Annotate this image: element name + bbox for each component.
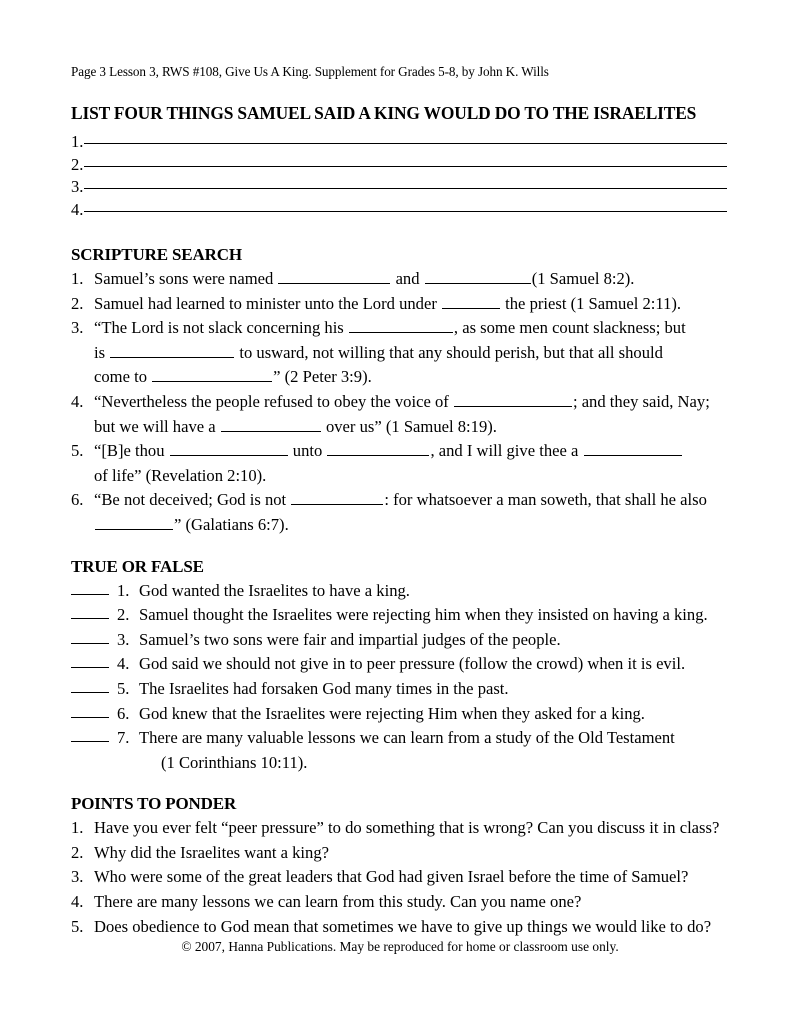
answer-line-row — [71, 176, 727, 199]
ponder-item-number: 1. — [71, 818, 84, 838]
ponder-item — [71, 816, 727, 841]
ponder-item-text: Have you ever felt “peer pressure” to do something that is wrong? Can you discuss it in class? — [94, 818, 720, 838]
true-false-item-body — [139, 677, 727, 702]
scripture-item-body — [94, 267, 727, 292]
question-line — [94, 513, 727, 538]
answer-line-number: 1. — [71, 132, 84, 151]
true-false-item — [71, 579, 727, 604]
true-false-answer-blank[interactable] — [71, 702, 109, 717]
scripture-item-body — [94, 316, 727, 390]
true-false-item-number: 1. — [117, 580, 130, 600]
true-false-item-number: 6. — [117, 703, 130, 723]
answer-line-number: 2. — [71, 154, 84, 174]
question-line — [94, 341, 727, 366]
true-false-item-text: God knew that the Israelites were rejecting Him when they asked for a king. — [139, 703, 645, 723]
ponder-item-number: 4. — [71, 892, 84, 912]
scripture-item-body — [94, 439, 727, 488]
ponder-item-number: 5. — [71, 916, 84, 936]
true-false-answer-blank[interactable] — [71, 579, 109, 594]
answer-line-row — [71, 131, 727, 154]
ponder-item-text: Why did the Israelites want a king? — [94, 842, 330, 862]
scripture-item — [71, 316, 727, 390]
true-false-item-body — [139, 603, 727, 628]
fill-in-blank[interactable] — [425, 268, 531, 284]
true-false-answer-blank[interactable] — [71, 653, 109, 668]
true-false-item-number: 3. — [117, 629, 130, 649]
fill-in-blank[interactable] — [291, 489, 383, 505]
true-false-item-text: God wanted the Israelites to have a king. — [139, 580, 410, 600]
fill-in-blank[interactable] — [221, 415, 321, 431]
question-text: but we will have a — [94, 416, 220, 436]
scripture-search-list — [71, 267, 727, 538]
true-false-item-number: 2. — [117, 605, 130, 625]
true-false-item-text: There are many valuable lessons we can learn from a study of the Old Testament — [139, 728, 675, 748]
true-false-item-number: 5. — [117, 678, 130, 698]
answer-line-blank[interactable] — [84, 211, 727, 212]
scripture-item-body — [94, 390, 727, 439]
scripture-item-body — [94, 488, 727, 537]
page-title: LIST FOUR THINGS SAMUEL SAID A KING WOULD DO TO THE ISRAELITES — [71, 103, 697, 123]
fill-in-blank[interactable] — [110, 342, 234, 358]
question-text: Samuel had learned to minister unto the Lord under — [94, 293, 441, 313]
question-text: ” (Galatians 6:7). — [174, 514, 289, 534]
fill-in-blank[interactable] — [170, 440, 288, 456]
true-false-item — [71, 652, 727, 677]
true-false-item-text: Samuel’s two sons were fair and impartial judges of the people. — [139, 629, 561, 649]
question-text: unto — [288, 441, 327, 461]
answer-line-number: 3. — [71, 177, 84, 196]
true-false-item-body — [139, 652, 727, 677]
question-text: ” (2 Peter 3:9). — [273, 367, 372, 387]
fill-in-blank[interactable] — [442, 292, 500, 308]
true-false-item-body — [139, 726, 727, 775]
true-false-item — [71, 628, 727, 653]
true-false-item-body — [139, 579, 727, 604]
answer-line-row — [71, 154, 727, 177]
question-line — [94, 292, 727, 317]
question-line — [94, 267, 727, 292]
scripture-item-number: 5. — [71, 441, 84, 461]
scripture-item-number: 2. — [71, 293, 84, 313]
question-text: is — [94, 342, 110, 362]
fill-in-blank[interactable] — [327, 440, 429, 456]
scripture-item — [71, 292, 727, 317]
question-text: Samuel’s sons were named — [94, 269, 278, 288]
question-text: , and I will give thee a — [430, 441, 583, 461]
true-false-item-text: God said we should not give in to peer pressure (follow the crowd) when it is evil. — [139, 654, 686, 674]
fill-in-blank[interactable] — [278, 268, 390, 284]
question-text: the priest (1 Samuel 2:11). — [501, 293, 682, 313]
scripture-item-body — [94, 292, 727, 317]
true-false-item — [71, 677, 727, 702]
question-line — [94, 439, 727, 464]
question-text: and — [391, 269, 424, 288]
fill-in-blank[interactable] — [584, 440, 682, 456]
true-false-item — [71, 603, 727, 628]
answer-line-blank[interactable] — [84, 143, 727, 144]
question-text: over us” (1 Samuel 8:19). — [321, 416, 497, 436]
spacer — [71, 775, 727, 793]
scripture-item — [71, 439, 727, 488]
true-false-item — [71, 726, 727, 775]
answer-line-number: 4. — [71, 199, 84, 219]
fill-in-blank[interactable] — [152, 366, 272, 382]
question-text: (1 Samuel 8:2). — [531, 269, 635, 288]
true-false-item-number: 4. — [117, 654, 130, 674]
true-false-item-number: 7. — [117, 728, 130, 748]
ponder-item-number: 3. — [71, 867, 84, 887]
true-false-answer-blank[interactable] — [71, 629, 109, 644]
question-text: : for whatsoever a man soweth, that shall he also — [384, 490, 707, 510]
scripture-item — [71, 267, 727, 292]
copyright-footer: © 2007, Hanna Publications. May be reproduced for home or classroom use only. — [181, 939, 619, 954]
question-line — [94, 390, 727, 415]
spacer — [71, 538, 727, 556]
ponder-item-text: There are many lessons we can learn from this study. Can you name one? — [94, 892, 582, 912]
document-header: Page 3 Lesson 3, RWS #108, Give Us A King. Supplement for Grades 5-8, by John K. Wills — [71, 64, 549, 79]
question-line — [94, 316, 727, 341]
true-false-item-text: The Israelites had forsaken God many times in the past. — [139, 678, 509, 698]
true-false-answer-blank[interactable] — [71, 604, 109, 619]
fill-in-blank[interactable] — [454, 391, 572, 407]
page-content — [71, 63, 727, 939]
fill-in-blank[interactable] — [95, 514, 173, 530]
true-false-item-continuation: (1 Corinthians 10:11). — [161, 752, 308, 772]
scripture-item — [71, 390, 727, 439]
true-false-item-text: Samuel thought the Israelites were rejecting him when they insisted on having a king. — [139, 605, 708, 625]
question-text: , as some men count slackness; but — [453, 318, 686, 338]
scripture-item — [71, 488, 727, 537]
true-or-false-list — [71, 579, 727, 776]
answer-line-blank[interactable] — [84, 166, 727, 167]
question-text: ; and they said, Nay; — [572, 391, 710, 411]
answer-line-blank[interactable] — [84, 188, 727, 189]
answer-line-row — [71, 199, 727, 222]
scripture-item-number: 3. — [71, 318, 84, 338]
question-text: “Be not deceived; God is not — [94, 490, 291, 510]
question-text: “[B]e thou — [94, 441, 169, 461]
ponder-item — [71, 865, 727, 890]
question-text: to usward, not willing that any should perish, but that all should — [235, 342, 663, 362]
question-text: come to — [94, 367, 152, 387]
true-false-item — [71, 702, 727, 727]
points-to-ponder-heading: POINTS TO PONDER — [71, 794, 237, 814]
scripture-search-heading: SCRIPTURE SEARCH — [71, 245, 242, 264]
points-to-ponder-list — [71, 816, 727, 939]
scripture-item-number: 1. — [71, 269, 84, 288]
question-line — [94, 488, 727, 513]
question-text: of life” (Revelation 2:10). — [94, 465, 267, 485]
question-text: “Nevertheless the people refused to obey the voice of — [94, 391, 453, 411]
ponder-item-text: Who were some of the great leaders that God had given Israel before the time of Samuel? — [94, 867, 689, 887]
question-line — [94, 415, 727, 440]
question-line — [94, 365, 727, 390]
true-or-false-heading: TRUE OR FALSE — [71, 556, 204, 576]
true-false-answer-blank[interactable] — [71, 727, 109, 742]
spacer — [71, 221, 727, 244]
fill-in-blank[interactable] — [349, 317, 453, 333]
true-false-item-body — [139, 702, 727, 727]
ponder-item — [71, 915, 727, 940]
ponder-item — [71, 890, 727, 915]
true-false-item-body — [139, 628, 727, 653]
answer-lines-list — [71, 131, 727, 221]
scripture-item-number: 6. — [71, 490, 84, 510]
ponder-item-text: Does obedience to God mean that sometimes we have to give up things we would like to do? — [94, 916, 712, 936]
question-line — [94, 464, 727, 489]
scripture-item-number: 4. — [71, 391, 84, 411]
ponder-item-number: 2. — [71, 842, 84, 862]
question-text: “The Lord is not slack concerning his — [94, 318, 348, 338]
ponder-item — [71, 841, 727, 866]
true-false-answer-blank[interactable] — [71, 678, 109, 693]
